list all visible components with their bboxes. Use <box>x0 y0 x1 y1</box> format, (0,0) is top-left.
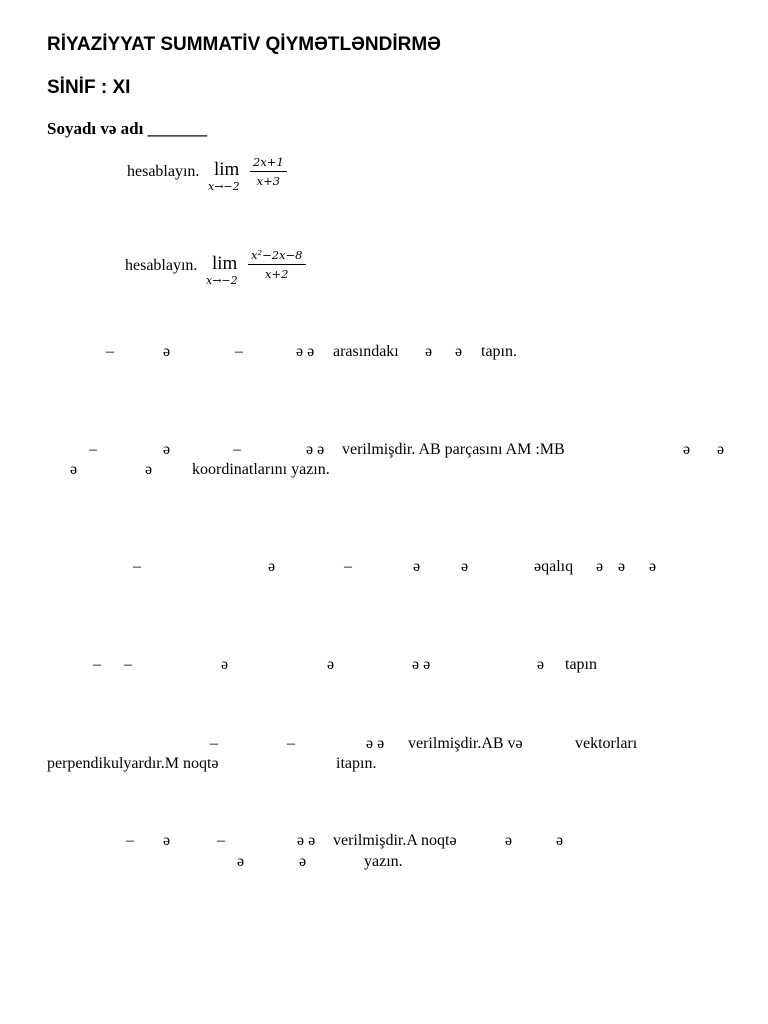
text-fragment: vektorları <box>575 735 638 752</box>
text-fragment: əqalıq <box>534 558 574 575</box>
text-fragment: arasındakı <box>333 343 399 360</box>
text-fragment: yazın. <box>364 853 403 870</box>
task-2-text: hesablayın. <box>125 257 198 274</box>
grade-label: SİNİF : XI <box>47 77 131 98</box>
text-fragment: ə <box>70 461 78 478</box>
text-fragment: ə <box>145 461 153 478</box>
text-fragment: – <box>89 441 97 458</box>
text-fragment: ə <box>163 343 171 360</box>
text-fragment: perpendikulyardır.M noqtə <box>47 755 219 772</box>
text-fragment: verilmişdir.AB və <box>408 735 523 752</box>
text-fragment: ə ə <box>306 441 325 458</box>
text-fragment: verilmişdir.A noqtə <box>333 832 457 849</box>
text-fragment: verilmişdir. AB parçasını AM :MB <box>342 441 565 458</box>
text-fragment: ə ə <box>297 832 316 849</box>
text-fragment: – <box>217 832 225 849</box>
text-fragment: ə <box>237 853 245 870</box>
text-fragment: ə <box>461 558 469 575</box>
text-fragment: ə <box>455 343 463 360</box>
text-fragment: ə <box>596 558 604 575</box>
text-fragment: ə <box>163 832 171 849</box>
task-1-text: hesablayın. <box>127 163 200 180</box>
text-fragment: ə <box>717 441 725 458</box>
text-fragment: ə <box>649 558 657 575</box>
text-fragment: ə <box>683 441 691 458</box>
text-fragment: ə <box>556 832 564 849</box>
text-fragment: koordinatlarını yazın. <box>192 461 330 478</box>
text-fragment: ə <box>299 853 307 870</box>
text-fragment: ə <box>425 343 433 360</box>
text-fragment: ə ə <box>366 735 385 752</box>
text-fragment: ə <box>268 558 276 575</box>
text-fragment: ə ə <box>296 343 315 360</box>
task-1-lim: lim <box>214 159 240 180</box>
text-fragment: – <box>106 343 114 360</box>
text-fragment: – <box>126 832 134 849</box>
text-fragment: – <box>133 558 141 575</box>
task-1-fraction <box>250 155 287 188</box>
name-line: Soyadı və adı _______ <box>47 119 208 138</box>
text-fragment: ə <box>618 558 626 575</box>
task-1-numerator: 2x+1 <box>250 155 287 172</box>
task-1-denominator: x+3 <box>256 174 281 188</box>
text-fragment: ə ə <box>412 656 431 673</box>
text-fragment: – <box>210 735 218 752</box>
text-fragment: – <box>344 558 352 575</box>
text-fragment: ə <box>413 558 421 575</box>
task-2-limit-sub: x→−2 <box>206 274 238 287</box>
task-2-denominator: x+2 <box>265 267 289 281</box>
text-fragment: itapın. <box>336 755 377 772</box>
task-2-numerator: x²−2x−8 <box>248 248 306 265</box>
text-fragment: – <box>124 656 132 673</box>
text-fragment: ə <box>327 656 335 673</box>
text-fragment: tapın. <box>481 343 517 360</box>
text-fragment: ə <box>505 832 513 849</box>
text-fragment: – <box>93 656 101 673</box>
text-fragment: – <box>235 343 243 360</box>
text-fragment: – <box>287 735 295 752</box>
text-fragment: ə <box>221 656 229 673</box>
text-fragment: tapın <box>565 656 597 673</box>
document-title: RİYAZİYYAT SUMMATİV QİYMƏTLƏNDİRMƏ <box>47 34 441 55</box>
text-fragment: ə <box>163 441 171 458</box>
task-2-fraction <box>248 248 306 281</box>
task-1-limit-sub: x→−2 <box>208 180 240 193</box>
text-fragment: – <box>233 441 241 458</box>
task-2-lim: lim <box>212 253 238 274</box>
text-fragment: ə <box>537 656 545 673</box>
